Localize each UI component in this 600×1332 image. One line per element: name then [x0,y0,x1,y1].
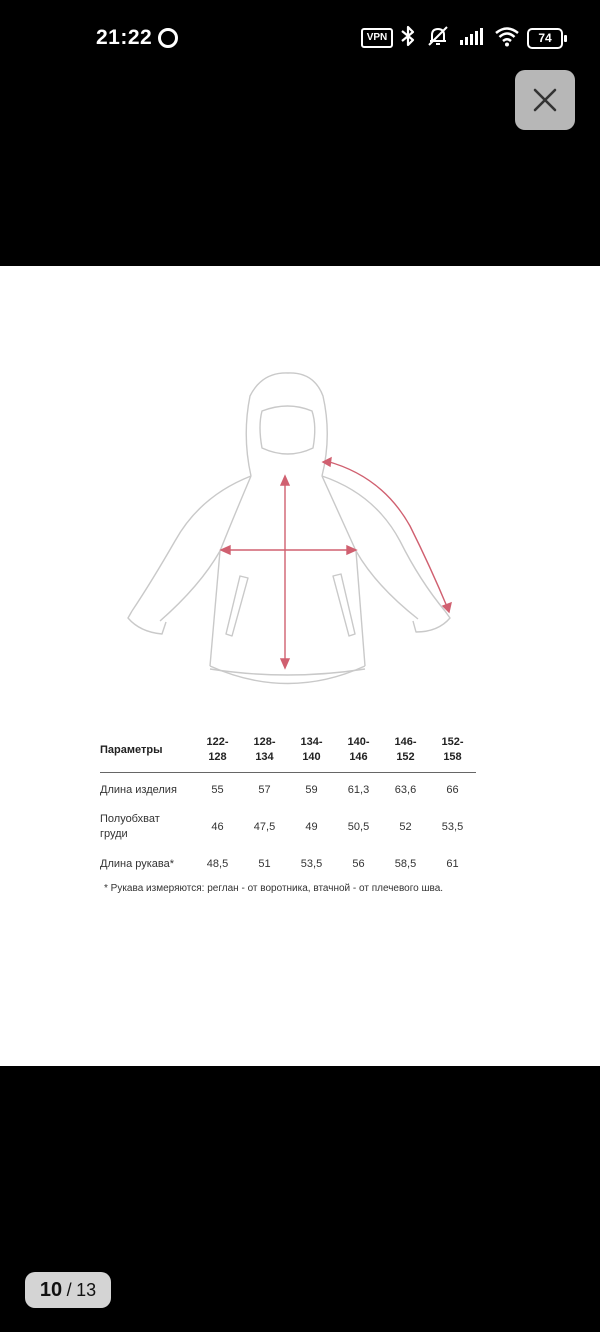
row-label: Полуобхват груди [100,813,160,840]
table-cell: 56 [352,857,365,870]
do-not-disturb-icon [158,28,178,48]
table-cell: 47,5 [253,820,276,833]
table-cell: 52 [399,820,412,833]
table-cell: 46 [211,820,224,833]
close-button[interactable] [515,70,575,130]
table-cell: 58,5 [394,857,417,870]
parameters-header: Параметры [100,743,163,756]
table-cell: 53,5 [300,857,323,870]
jacket-illustration [120,366,460,696]
table-row [100,847,476,881]
page-separator: / [66,1280,72,1300]
vpn-icon: VPN [361,28,393,48]
signal-icon [458,24,486,48]
bluetooth-icon [398,24,418,48]
table-row [100,807,476,847]
table-cell: 59 [305,783,318,796]
status-time: 21:22 [96,26,153,49]
size-column-header: 140- 146 [347,736,370,763]
size-column-header: 128- 134 [253,736,276,763]
status-bar [0,0,600,76]
current-page: 10 [39,1279,63,1301]
table-row [100,773,476,808]
size-column-header: 122- 128 [206,736,229,763]
battery-indicator: 74 [527,28,563,49]
table-cell: 50,5 [347,820,370,833]
size-table-header [100,728,476,773]
size-table [100,728,476,881]
page-indicator [25,1272,111,1308]
size-column-header: 134- 140 [300,736,323,763]
product-size-chart-image [0,266,600,1066]
row-label: Длина рукава* [100,857,175,870]
table-cell: 55 [211,783,224,796]
table-cell: 66 [446,783,459,796]
close-icon [532,87,558,113]
row-label: Длина изделия [100,783,177,796]
silent-bell-icon [426,24,450,48]
table-cell: 48,5 [206,857,229,870]
footnote: * Рукава измеряются: реглан - от воротника, втачной - от плечевого шва. [104,883,444,894]
total-pages: 13 [76,1280,97,1300]
table-cell: 53,5 [441,820,464,833]
table-cell: 49 [305,820,318,833]
table-cell: 61 [446,857,459,870]
table-cell: 51 [258,857,271,870]
table-cell: 61,3 [347,783,370,796]
wifi-icon [493,24,521,48]
size-column-header: 152- 158 [441,736,464,763]
table-cell: 63,6 [394,783,417,796]
table-cell: 57 [258,783,271,796]
size-column-header: 146- 152 [394,736,417,763]
